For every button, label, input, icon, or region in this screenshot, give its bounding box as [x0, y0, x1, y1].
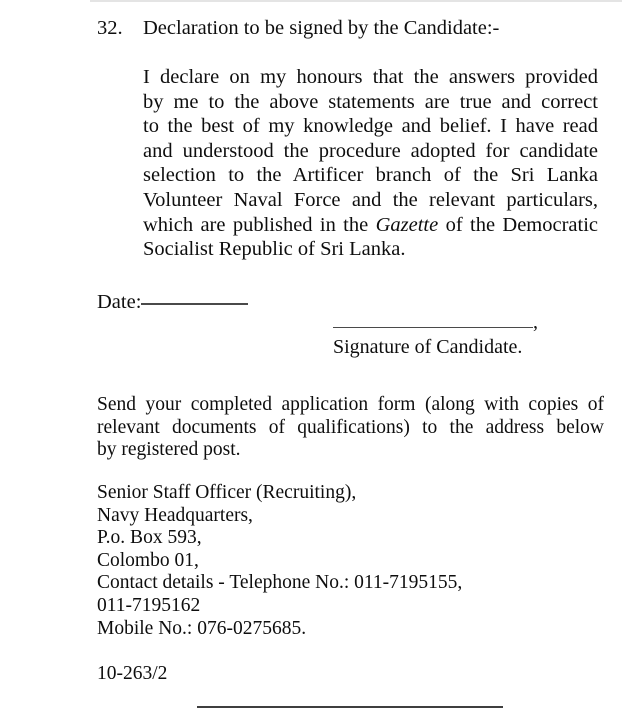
declaration-paragraph — [143, 65, 598, 262]
signature-block — [333, 312, 543, 358]
declaration-line-gazette — [143, 213, 598, 238]
date-label: Date: — [97, 291, 142, 313]
address-line: Senior Staff Officer (Recruiting), — [97, 482, 357, 503]
declaration-line: Socialist Republic of Sri Lanka. — [143, 238, 406, 261]
address-line: Colombo 01, — [97, 549, 199, 571]
page-edge-artifact — [90, 0, 622, 2]
section-heading — [97, 16, 499, 40]
declaration-line: by me to the above statements are true and correct — [143, 90, 598, 113]
mailing-line: Send your completed application form (along with copies of — [97, 394, 604, 415]
mailing-address — [97, 482, 462, 640]
address-line: 011-7195162 — [97, 594, 201, 616]
declaration-line: to the best of my knowledge and belief. I have read — [143, 115, 598, 138]
declaration-line: Volunteer Naval Force and the relevant particulars, — [143, 188, 598, 211]
footer-rule — [197, 706, 503, 708]
signature-comma: , — [533, 311, 538, 333]
section-title: Declaration to be signed by the Candidate:- — [143, 17, 500, 39]
address-line: Contact details - Telephone No.: 011-7195155, — [97, 572, 463, 594]
signature-caption: Signature of Candidate. — [333, 336, 523, 358]
signature-fill-line — [333, 327, 533, 328]
reference-number: 10-263/2 — [97, 663, 168, 684]
gazette-line-post: of the Democratic — [438, 213, 599, 236]
mailing-line: by registered post. — [97, 439, 241, 460]
signature-line-row — [333, 312, 543, 332]
gazette-line-pre: which are published in the — [143, 213, 376, 236]
gazette-word: Gazette — [375, 213, 439, 236]
address-line: P.o. Box 593, — [97, 527, 202, 549]
declaration-line: selection to the Artificer branch of the Sri Lanka — [143, 164, 598, 187]
date-row — [97, 290, 248, 314]
mailing-line: relevant documents of qualifications) to the address below — [97, 416, 604, 438]
date-fill-line — [141, 303, 248, 305]
declaration-line: and understood the procedure adopted for candidate — [143, 139, 598, 162]
mailing-instructions — [97, 394, 604, 462]
address-line: Mobile No.: 076-0275685. — [97, 617, 307, 639]
declaration-line: I declare on my honours that the answers provided — [143, 66, 598, 88]
section-number: 32. — [97, 17, 123, 39]
address-line: Navy Headquarters, — [97, 504, 253, 526]
